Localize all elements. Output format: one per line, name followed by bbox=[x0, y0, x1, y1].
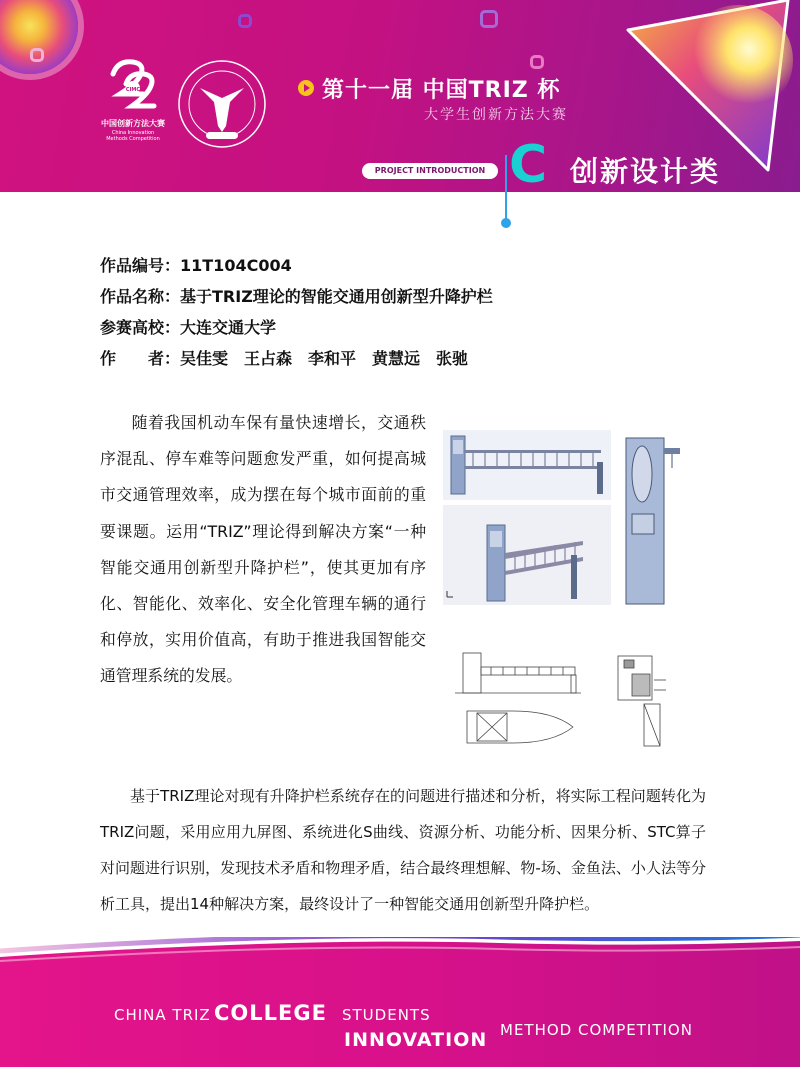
decorative-ring-icon bbox=[0, 0, 78, 74]
info-value: 11T104C004 bbox=[180, 256, 292, 275]
body-paragraph-1: 随着我国机动车保有量快速增长，交通秩序混乱、停车难等问题愈发严重，如何提高城市交通管理效率，成为摆在每个城市面前的重要课题。运用“TRIZ”理论得到解决方案“一种智能交通用创新型升降护栏”，使其更加有序化、智能化、效率化、安全化管理车辆的通行和停放，实用价值高，有助于推进我国智能交通管理系统的发展。 bbox=[100, 413, 426, 686]
competition-subtitle: 大学生创新方法大赛 bbox=[424, 107, 568, 123]
project-info bbox=[100, 250, 493, 374]
decorative-square-icon bbox=[238, 14, 252, 28]
footer-line2-b: METHOD COMPETITION bbox=[500, 1021, 693, 1039]
header-banner bbox=[0, 0, 800, 192]
info-value: 基于TRIZ理论的智能交通用创新型升降护栏 bbox=[180, 287, 493, 306]
logo1-english-line: China Innovation bbox=[111, 130, 155, 136]
info-row-authors bbox=[100, 343, 493, 374]
cimc-logo bbox=[88, 54, 178, 144]
cimc-logo-mark-icon bbox=[88, 54, 178, 118]
info-label: 作 者： bbox=[100, 349, 181, 368]
info-label: 作品编号： bbox=[100, 256, 181, 275]
category-letter: C bbox=[509, 135, 548, 192]
info-row-title bbox=[100, 281, 493, 312]
body-paragraph-2: 基于TRIZ理论对现有升降护栏系统存在的问题进行描述和分析，将实际工程问题转化为TRIZ问题，采用应用九屏图、系统进化S曲线、资源分析、功能分析、因果分析、STC算子对问题进行识别，发现技术矛盾和物理矛盾，结合最终理想解、物-场、金鱼法、小人法等分析工具，提出14种解决方案，最终设计了一种智能交通用创新型升降护栏。 bbox=[100, 787, 706, 913]
barrier-perspective-image bbox=[443, 505, 611, 605]
play-icon bbox=[298, 80, 314, 96]
footer-line1-a: CHINA TRIZ bbox=[114, 1006, 211, 1024]
info-row-number bbox=[100, 250, 493, 281]
decorative-square-icon bbox=[530, 55, 544, 69]
logo1-english-name bbox=[78, 130, 188, 142]
footer-line1-b: COLLEGE bbox=[214, 1001, 327, 1025]
category-connector-line bbox=[505, 155, 507, 221]
barrier-side-view-image bbox=[622, 434, 684, 606]
project-introduction-pill: PROJECT INTRODUCTION bbox=[362, 163, 498, 179]
technical-drawing-front-image bbox=[453, 647, 585, 751]
footer-line1-c: STUDENTS bbox=[342, 1006, 431, 1024]
footer-line2-a: INNOVATION bbox=[344, 1029, 488, 1051]
info-label: 作品名称： bbox=[100, 287, 181, 306]
seal-emblem-icon bbox=[176, 58, 268, 150]
info-row-school bbox=[100, 312, 493, 343]
info-value: 大连交通大学 bbox=[180, 318, 277, 337]
logo1-english-line: Methods Competition bbox=[106, 136, 160, 142]
decorative-square-icon bbox=[30, 48, 44, 62]
info-label: 参赛高校： bbox=[100, 318, 181, 337]
technical-drawing-side-image bbox=[610, 650, 672, 750]
info-value: 吴佳雯 王占森 李和平 黄慧远 张驰 bbox=[180, 349, 469, 368]
logo1-chinese-name: 中国创新方法大赛 bbox=[101, 119, 165, 128]
category-name: 创新设计类 bbox=[570, 155, 721, 188]
cimc-badge-text: CIMC bbox=[125, 87, 141, 93]
barrier-render-image bbox=[443, 430, 611, 500]
competition-title: 第十一届 中国TRIZ 杯 bbox=[322, 78, 561, 103]
decorative-square-icon bbox=[480, 10, 498, 28]
footer-banner bbox=[0, 937, 800, 1067]
category-connector-dot bbox=[501, 218, 511, 228]
triz-cup-seal-logo bbox=[176, 58, 268, 150]
